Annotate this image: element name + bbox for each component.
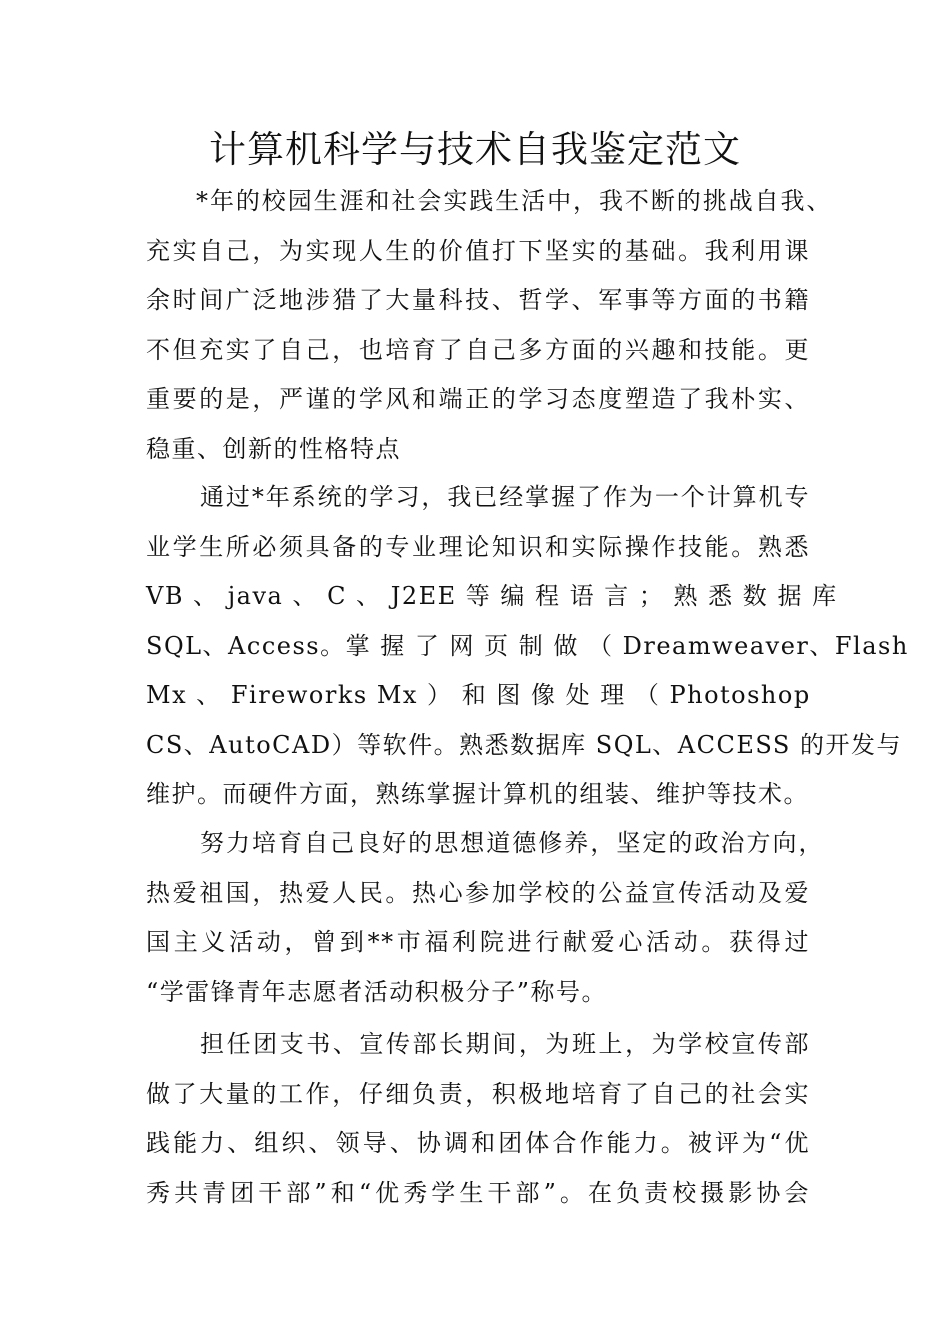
paragraph-line: 余时间广泛地涉猎了大量科技、哲学、军事等方面的书籍	[146, 286, 810, 314]
paragraph-line: 重要的是，严谨的学风和端正的学习态度塑造了我朴实、	[146, 385, 810, 413]
paragraph-line: 稳重、创新的性格特点	[146, 434, 401, 463]
paragraph-1	[146, 177, 832, 474]
paragraph-line: 维护。而硬件方面，熟练掌握计算机的组装、维护等技术。	[146, 780, 809, 808]
paragraph-line: “学雷锋青年志愿者活动积极分子”称号。	[146, 977, 608, 1006]
paragraph-line: 秀共青团干部”和“优秀学生干部”。在负责校摄影协会	[146, 1178, 810, 1207]
paragraph-line: Mx 、 Fireworks Mx ） 和 图 像 处 理 （ Photoshop	[146, 681, 811, 709]
paragraph-2	[146, 473, 909, 820]
paragraph-line: 业学生所必须具备的专业理论知识和实际操作技能。熟悉	[146, 532, 810, 561]
paragraph-line: SQL、Access。掌 握 了 网 页 制 做 （ Dreamweaver、Flash	[146, 631, 909, 660]
paragraph-line: 国主义活动，曾到**市福利院进行献爱心活动。获得过	[146, 928, 810, 956]
paragraph-4	[146, 1020, 810, 1218]
paragraph-line: 充实自己，为实现人生的价值打下坚实的基础。我利用课	[146, 236, 810, 265]
paragraph-line: 做了大量的工作，仔细负责，积极地培育了自己的社会实	[146, 1079, 810, 1108]
paragraph-line: 通过*年系统的学习，我已经掌握了作为一个计算机专	[200, 483, 810, 511]
document-title: 计算机科学与技术自我鉴定范文	[209, 128, 741, 171]
paragraph-line: *年的校园生涯和社会实践生活中，我不断的挑战自我、	[196, 187, 832, 215]
paragraph-line: 践能力、组织、领导、协调和团体合作能力。被评为“优	[146, 1129, 810, 1157]
paragraph-line: CS、AutoCAD）等软件。熟悉数据库 SQL、ACCESS 的开发与	[146, 730, 902, 759]
paragraph-line: 努力培育自己良好的思想道德修养，坚定的政治方向，	[200, 829, 824, 857]
paragraph-line: 担任团支书、宣传部长期间，为班上，为学校宣传部	[200, 1030, 810, 1058]
paragraph-line: 不但充实了自己，也培育了自己多方面的兴趣和技能。更	[146, 335, 810, 364]
paragraph-line: VB 、 java 、 C 、 J2EE 等 编 程 语 言 ； 熟 悉 数 据 库	[146, 582, 838, 610]
paragraph-3	[146, 819, 824, 1017]
paragraph-line: 热爱祖国，热爱人民。热心参加学校的公益宣传活动及爱	[146, 878, 810, 907]
